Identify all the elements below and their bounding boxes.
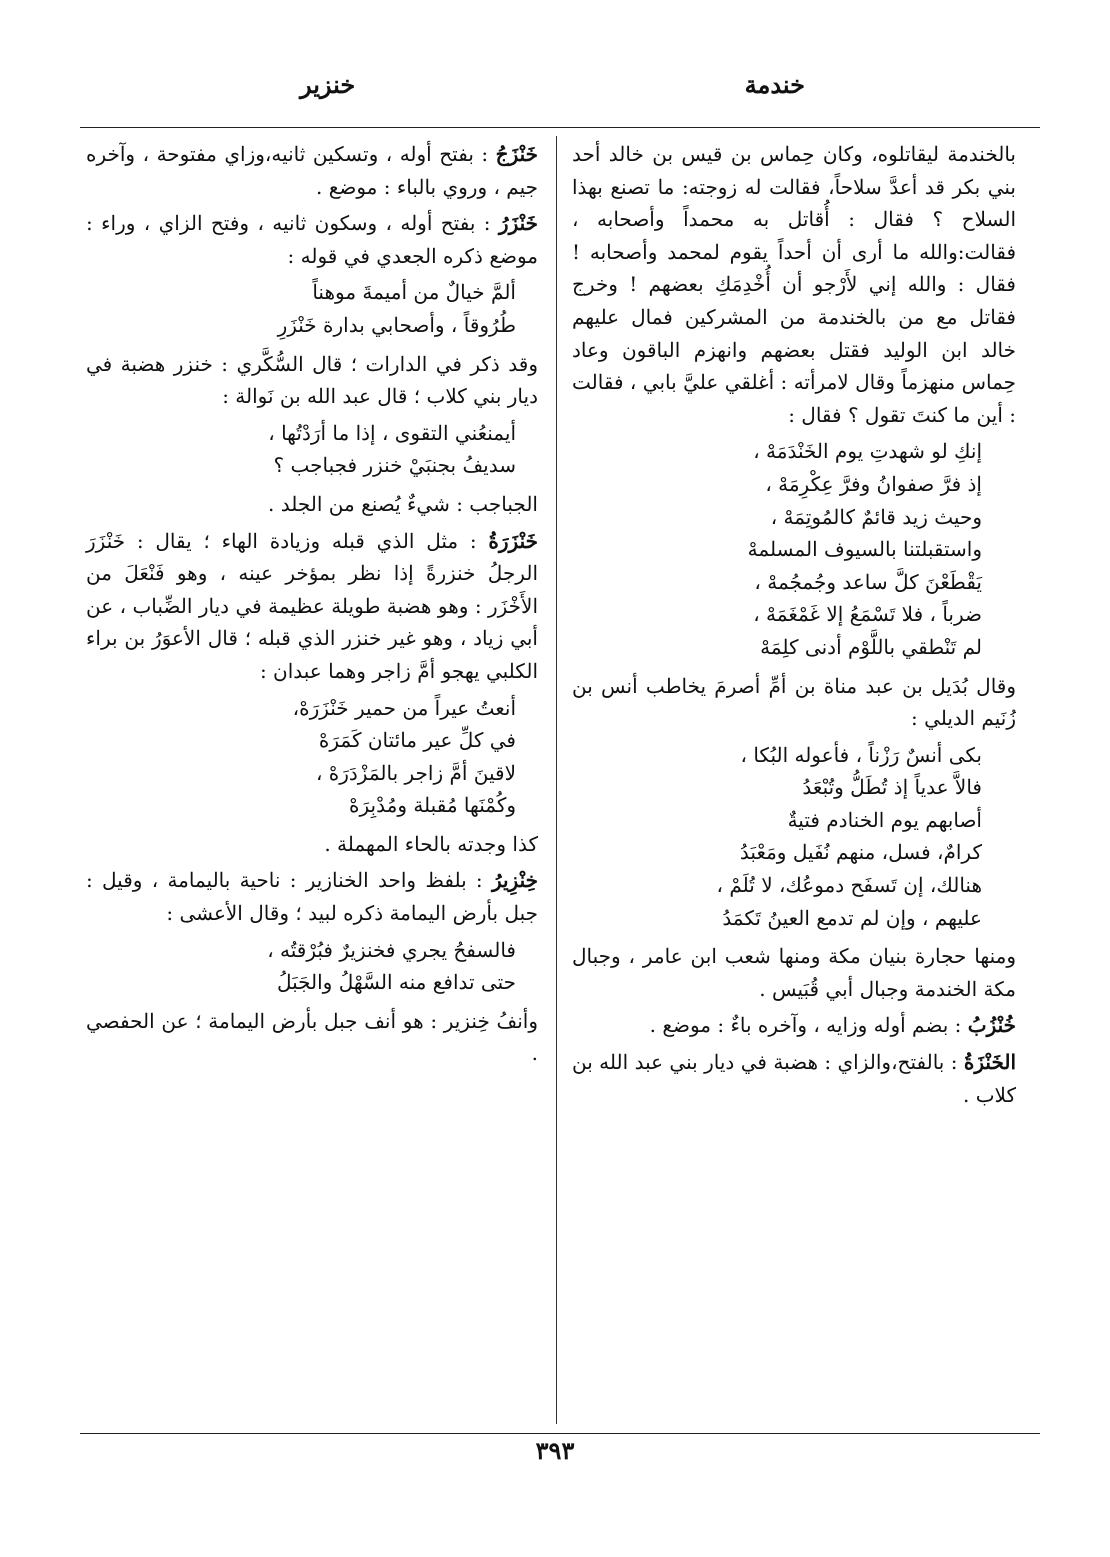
page-number: ٣٩٣ (535, 1436, 575, 1465)
poem-line: أيمنعُني التقوى ، إذا ما أرَدْتُها ، (268, 420, 516, 445)
entry-text: : بفتح أوله ، وسكون ثانيه ، وفتح الزاي ، وراء : موضع ذكره الجعدي في قوله : (86, 211, 538, 268)
paragraph-budayl: وقال بُدَيل بن عبد مناة بن أمِّ أصرمَ يخاطب أنس بن زُنَيم الديلي : (572, 673, 1016, 731)
poem-line: هنالك، إن تَسفَح دموعُك، لا تُلَمْ ، (716, 873, 982, 898)
entry-al-khanza (572, 1046, 1016, 1111)
poem-line: أنعتُ عيراً من حمير خَنْزَرَهْ، (292, 695, 516, 720)
entry-headword: خَنْزَجُ (495, 142, 538, 166)
footer-rule (80, 1433, 1040, 1434)
poem-line: فالسفحُ يجري فخنزيرٌ فبُرْقتُه ، (267, 937, 516, 962)
poem-budayl (572, 739, 1016, 935)
verse-awar (86, 692, 538, 822)
poem-line: إذ فرَّ صفوانُ وفرَّ عِكْرِمَهْ ، (765, 471, 982, 496)
column-divider (556, 136, 557, 1424)
poem-line: ألمَّ خيالٌ من أميمةَ موهناً (312, 280, 516, 305)
verse-asha (86, 934, 538, 999)
poem-line: لاقينَ أمَّ زاجر بالمَزْدَرَهْ ، (315, 760, 516, 785)
entry-khinzir (86, 864, 538, 929)
poem-line: في كلِّ عير مائتان كَمَرَهْ (318, 728, 516, 753)
left-column (86, 138, 538, 1074)
entry-headword: خَنْزَرُ (498, 211, 538, 236)
entry-text: : بفتح أوله ، وتسكين ثانيه،وزاي مفتوحة ، وآخره جيم ، وروي بالباء : موضع . (86, 142, 538, 199)
entry-khanzar (86, 207, 538, 272)
poem-line: واستقبلتنا بالسيوف المسلمهْ (747, 537, 982, 562)
entry-text: : مثل الذي قبله وزيادة الهاء ؛ يقال : خَنْزَرَ الرجلُ خنزرةً إذا نظر بمؤخر عينه ، وهو فَنْعَلَ من الأَخْزَر : وهو هضبة طويلة عظيمة في ديار الضِّباب ، عن أبي زياد ، وهو غير خنزر الذي قبله ؛ قال الأعوَرُ بن براء الكلبي يهجو أمَّ زاجر وهما عبدان : (86, 528, 538, 683)
running-title-right: خندمة (744, 70, 805, 99)
poem-line: كرامٌ، فسل، منهم نُفَيل ومَعْبَدُ (739, 840, 982, 865)
paragraph-anf-khinzir: وأنفُ خِنزير : هو أنف جبل بأرض اليمامة ؛ عن الحفصي . (86, 1008, 538, 1066)
entry-headword: خِنْزِيرُ (491, 868, 538, 893)
page-header (0, 70, 1110, 110)
poem-khandama (572, 435, 1016, 663)
entry-headword: خَنْزَرَةُ (488, 528, 538, 553)
paragraph-jabajib: الجباجب : شيءٌ يُصنع من الجلد . (268, 491, 538, 516)
poem-line: أصابهم يوم الخنادم فتيةٌ (787, 807, 982, 832)
entry-headword: الخَنْزَةُ (963, 1050, 1016, 1075)
poem-line: يَقْطَعْنَ كلَّ ساعد وجُمجُمهْ ، (754, 569, 982, 594)
entry-khanzaj (86, 138, 538, 203)
poem-line: وحيث زيد قائمٌ كالمُوتِمَهْ ، (770, 504, 982, 529)
poem-line: بكى أنسٌ رَزْناً ، فأعوله البُكا ، (740, 742, 982, 767)
poem-line: سديفُ بجنبَيْ خنزر فجباجب ؟ (273, 453, 516, 478)
verse-nawala (86, 417, 538, 482)
running-title-left: خنزير (300, 70, 356, 99)
right-column (572, 138, 1016, 1115)
poem-line: حتى تدافع منه السَّهْلُ والجَبَلُ (276, 970, 516, 995)
paragraph-intro: بالخندمة ليقاتلوه، وكان حِماس بن قيس بن خالد أحد بني بكر قد أعدَّ سلاحاً، فقالت له زوجته: ما تصنع بهذا السلاح ؟ فقال : أُقاتل به محمداً وأصحابه ، فقالت:والله ما أرى أن أحداً يقوم لمحمد وأصحابه ! فقال : والله إني لأَرْجو أن أُخْدِمَكِ بعضهم ! وخرج فقاتل مع من بالخندمة من المشركين فمال عليهم خالد ابن الوليد فقتل بعضهم وانهزم الباقون وعاد حِماس منهزماً وقال لامرأته : أغلقي عليَّ بابي ، فقالت : أين ما كنتَ تقول ؟ فقال : (572, 142, 1016, 427)
entry-text: : بلفظ واحد الخنازير : ناحية باليمامة ، وقيل : جبل بأرض اليمامة ذكره لبيد ؛ وقال الأعشى : (86, 868, 538, 926)
entry-text: : بالفتح،والزاي : هضبة في ديار بني عبد الله بن كلاب . (572, 1050, 1016, 1107)
poem-line: لم تَنْطقي باللَّوْم أدنى كلِمَهْ (760, 634, 982, 659)
poem-line: عليهم ، وإن لم تدمع العينُ تَكمَدُ (722, 905, 982, 930)
header-rule (80, 127, 1040, 128)
poem-line: وكُمْنَها مُقبلة ومُدْبِرَهْ (349, 793, 516, 818)
paragraph-sukkari: وقد ذكر في الدارات ؛ قال السُّكَّري : خنزر هضبة في ديار بني كلاب ؛ قال عبد الله بن نَوالة : (86, 351, 538, 409)
paragraph-mountains: ومنها حجارة بنيان مكة ومنها شعب ابن عامر ، وجبال مكة الخندمة وجبال أبي قُبَيس . (572, 944, 1016, 1001)
verse-jadi (86, 276, 538, 341)
paragraph-note: كذا وجدته بالحاء المهملة . (324, 831, 538, 856)
entry-khanzara (86, 525, 538, 688)
poem-line: إنكِ لو شهدتِ يوم الخَنْدَمَهْ ، (753, 439, 982, 464)
poem-line: فالاَّ عدياً إذ تُطَلُّ وتُبْعَدُ (802, 775, 982, 800)
entry-headword: خُنْزُبُ (967, 1013, 1016, 1038)
entry-text: : بضم أوله وزايه ، وآخره باءٌ : موضع . (649, 1013, 968, 1038)
poem-line: طُرُوقاً ، وأصحابي بدارة خَنْزَرِ (277, 312, 516, 337)
entry-khunzub (572, 1009, 1016, 1042)
poem-line: ضرباً ، فلا تَسْمَعُ إلا غَمْغَمَهْ ، (753, 602, 982, 627)
